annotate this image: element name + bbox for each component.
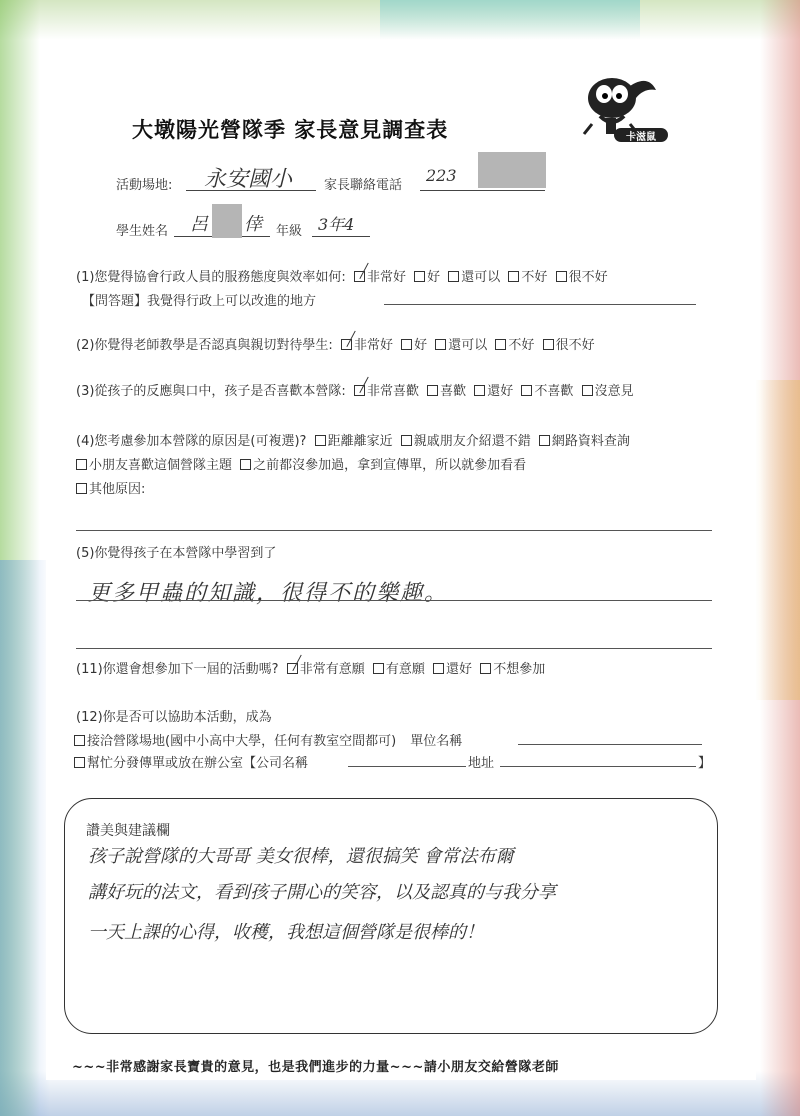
checkbox[interactable] xyxy=(539,435,550,446)
checkbox[interactable] xyxy=(495,339,506,350)
q3-option-2[interactable]: 還好 xyxy=(470,380,513,399)
q12-unit-line[interactable] xyxy=(518,744,702,745)
phone-value: 223 xyxy=(426,166,457,185)
grade-underline xyxy=(312,236,370,237)
question-2 xyxy=(76,334,595,353)
question-11 xyxy=(76,658,545,677)
q12-unit-label: 單位名稱 xyxy=(410,734,463,749)
checkbox[interactable] xyxy=(401,339,412,350)
q1-sub-label: 【問答題】我覺得行政上可以改進的地方 xyxy=(82,294,317,309)
q11-option-1[interactable]: 有意願 xyxy=(369,658,425,677)
suggestion-label: 讚美與建議欄 xyxy=(86,823,170,839)
checkbox-checked[interactable] xyxy=(287,663,298,674)
decorative-border-top xyxy=(380,0,640,40)
checkbox[interactable] xyxy=(427,385,438,396)
student-name-label: 學生姓名 xyxy=(116,224,169,239)
q3-option-3[interactable]: 不喜歡 xyxy=(517,380,573,399)
decorative-border-left xyxy=(0,560,50,1116)
q3-option-1[interactable]: 喜歡 xyxy=(423,380,466,399)
checkbox[interactable] xyxy=(414,271,425,282)
redaction-name xyxy=(212,204,242,238)
question-4-line-2 xyxy=(72,454,526,473)
q12-option-venue[interactable]: 接洽營隊場地(國中小高中大學，任何有教室空間都可) xyxy=(70,730,396,749)
question-3 xyxy=(76,380,634,399)
q2-option-1[interactable]: 好 xyxy=(397,334,427,353)
checkbox[interactable] xyxy=(74,757,85,768)
q1-option-0[interactable]: 非常好 xyxy=(350,266,406,285)
question-1-text: (1)您覺得協會行政人員的服務態度與效率如何: xyxy=(76,270,346,285)
checkbox[interactable] xyxy=(508,271,519,282)
checkbox[interactable] xyxy=(556,271,567,282)
redaction-phone xyxy=(478,152,546,188)
checkbox[interactable] xyxy=(474,385,485,396)
q2-option-2[interactable]: 還可以 xyxy=(431,334,487,353)
q4-option-web[interactable]: 網路資料查詢 xyxy=(535,430,630,449)
q1-option-3[interactable]: 不好 xyxy=(504,266,547,285)
checkbox[interactable] xyxy=(521,385,532,396)
venue-value: 永安國小 xyxy=(204,167,293,192)
q12-address-label: 地址 xyxy=(468,756,495,771)
suggestion-line-3: 一天上課的心得，收穫，我想這個營隊是很棒的！ xyxy=(88,922,484,943)
question-12-option-1 xyxy=(70,730,462,749)
grade-label: 年級 xyxy=(276,224,303,239)
logo-text: 卡滋鼠 xyxy=(626,132,656,143)
checkbox[interactable] xyxy=(543,339,554,350)
q11-option-0[interactable]: 非常有意願 xyxy=(283,658,365,677)
q3-option-4[interactable]: 沒意見 xyxy=(578,380,634,399)
q5-answer-line-2[interactable] xyxy=(76,648,712,649)
q4-option-other[interactable]: 其他原因: xyxy=(72,478,145,497)
question-4-text: (4)您考慮參加本營隊的原因是(可複選)? xyxy=(76,434,307,449)
checkbox[interactable] xyxy=(435,339,446,350)
venue-label: 活動場地: xyxy=(116,178,173,193)
mascot-logo xyxy=(570,68,670,146)
q1-option-1[interactable]: 好 xyxy=(410,266,440,285)
question-11-text: (11)你還會想參加下一屆的活動嗎? xyxy=(76,662,279,677)
checkbox[interactable] xyxy=(240,459,251,470)
q2-option-3[interactable]: 不好 xyxy=(491,334,534,353)
question-2-text: (2)你覺得老師教學是否認真與親切對待學生: xyxy=(76,338,333,353)
q4-option-flyer[interactable]: 之前都沒參加過，拿到宣傳單，所以就參加看看 xyxy=(236,454,526,473)
q4-answer-line[interactable] xyxy=(76,530,712,531)
checkbox[interactable] xyxy=(582,385,593,396)
suggestion-line-2: 講好玩的法文，看到孩子開心的笑容，以及認真的与我分享 xyxy=(88,882,556,903)
q1-option-2[interactable]: 還可以 xyxy=(444,266,500,285)
checkbox[interactable] xyxy=(76,483,87,494)
suggestion-line-1: 孩子說營隊的大哥哥 美女很棒，還很搞笑 會常法布爾 xyxy=(88,846,514,867)
q3-option-0[interactable]: 非常喜歡 xyxy=(350,380,419,399)
q12-close-bracket: 】 xyxy=(698,756,712,771)
q11-option-2[interactable]: 還好 xyxy=(429,658,472,677)
q2-option-0[interactable]: 非常好 xyxy=(337,334,393,353)
question-1 xyxy=(76,266,608,285)
question-4-line-3 xyxy=(72,478,145,497)
q1-option-4[interactable]: 很不好 xyxy=(552,266,608,285)
decorative-border-right xyxy=(755,380,800,700)
checkbox[interactable] xyxy=(76,459,87,470)
q5-answer-line[interactable] xyxy=(76,600,712,601)
checkbox[interactable] xyxy=(448,271,459,282)
q12-address-line[interactable] xyxy=(500,766,696,767)
q4-option-referral[interactable]: 親戚朋友介紹還不錯 xyxy=(397,430,531,449)
page-title: 大墩陽光營隊季 家長意見調查表 xyxy=(132,117,449,142)
checkbox[interactable] xyxy=(74,735,85,746)
phone-underline xyxy=(420,190,545,191)
footer-note: ~~~非常感謝家長寶貴的意見，也是我們進步的力量~~~請小朋友交給營隊老師 xyxy=(72,1060,559,1075)
checkbox-checked[interactable] xyxy=(354,385,365,396)
grade-value: 3年4 xyxy=(318,215,355,234)
checkbox[interactable] xyxy=(373,663,384,674)
checkbox[interactable] xyxy=(480,663,491,674)
checkbox[interactable] xyxy=(401,435,412,446)
q11-option-3[interactable]: 不想參加 xyxy=(476,658,545,677)
student-name-last: 倖 xyxy=(244,214,262,235)
checkbox[interactable] xyxy=(315,435,326,446)
checkbox-checked[interactable] xyxy=(354,271,365,282)
q1-answer-line[interactable] xyxy=(384,304,696,305)
question-12-text: (12)你是否可以協助本活動，成為 xyxy=(76,710,272,725)
question-3-text: (3)從孩子的反應與口中，孩子是否喜歡本營隊: xyxy=(76,384,346,399)
q4-option-theme[interactable]: 小朋友喜歡這個營隊主題 xyxy=(72,454,232,473)
question-5-text: (5)你覺得孩子在本營隊中學習到了 xyxy=(76,546,277,561)
q12-option-flyer[interactable]: 幫忙分發傳單或放在辦公室【公司名稱 xyxy=(70,752,308,771)
checkbox-checked[interactable] xyxy=(341,339,352,350)
question-4 xyxy=(76,430,630,449)
phone-label: 家長聯絡電話 xyxy=(324,178,403,193)
q12-company-line[interactable] xyxy=(348,766,466,767)
question-12-option-2 xyxy=(70,752,308,771)
checkbox[interactable] xyxy=(433,663,444,674)
question-5-answer: 更多甲蟲的知識，很得不的樂趣。 xyxy=(88,581,449,606)
q4-option-near[interactable]: 距離離家近 xyxy=(311,430,393,449)
q2-option-4[interactable]: 很不好 xyxy=(539,334,595,353)
student-name-first: 呂 xyxy=(190,214,208,235)
